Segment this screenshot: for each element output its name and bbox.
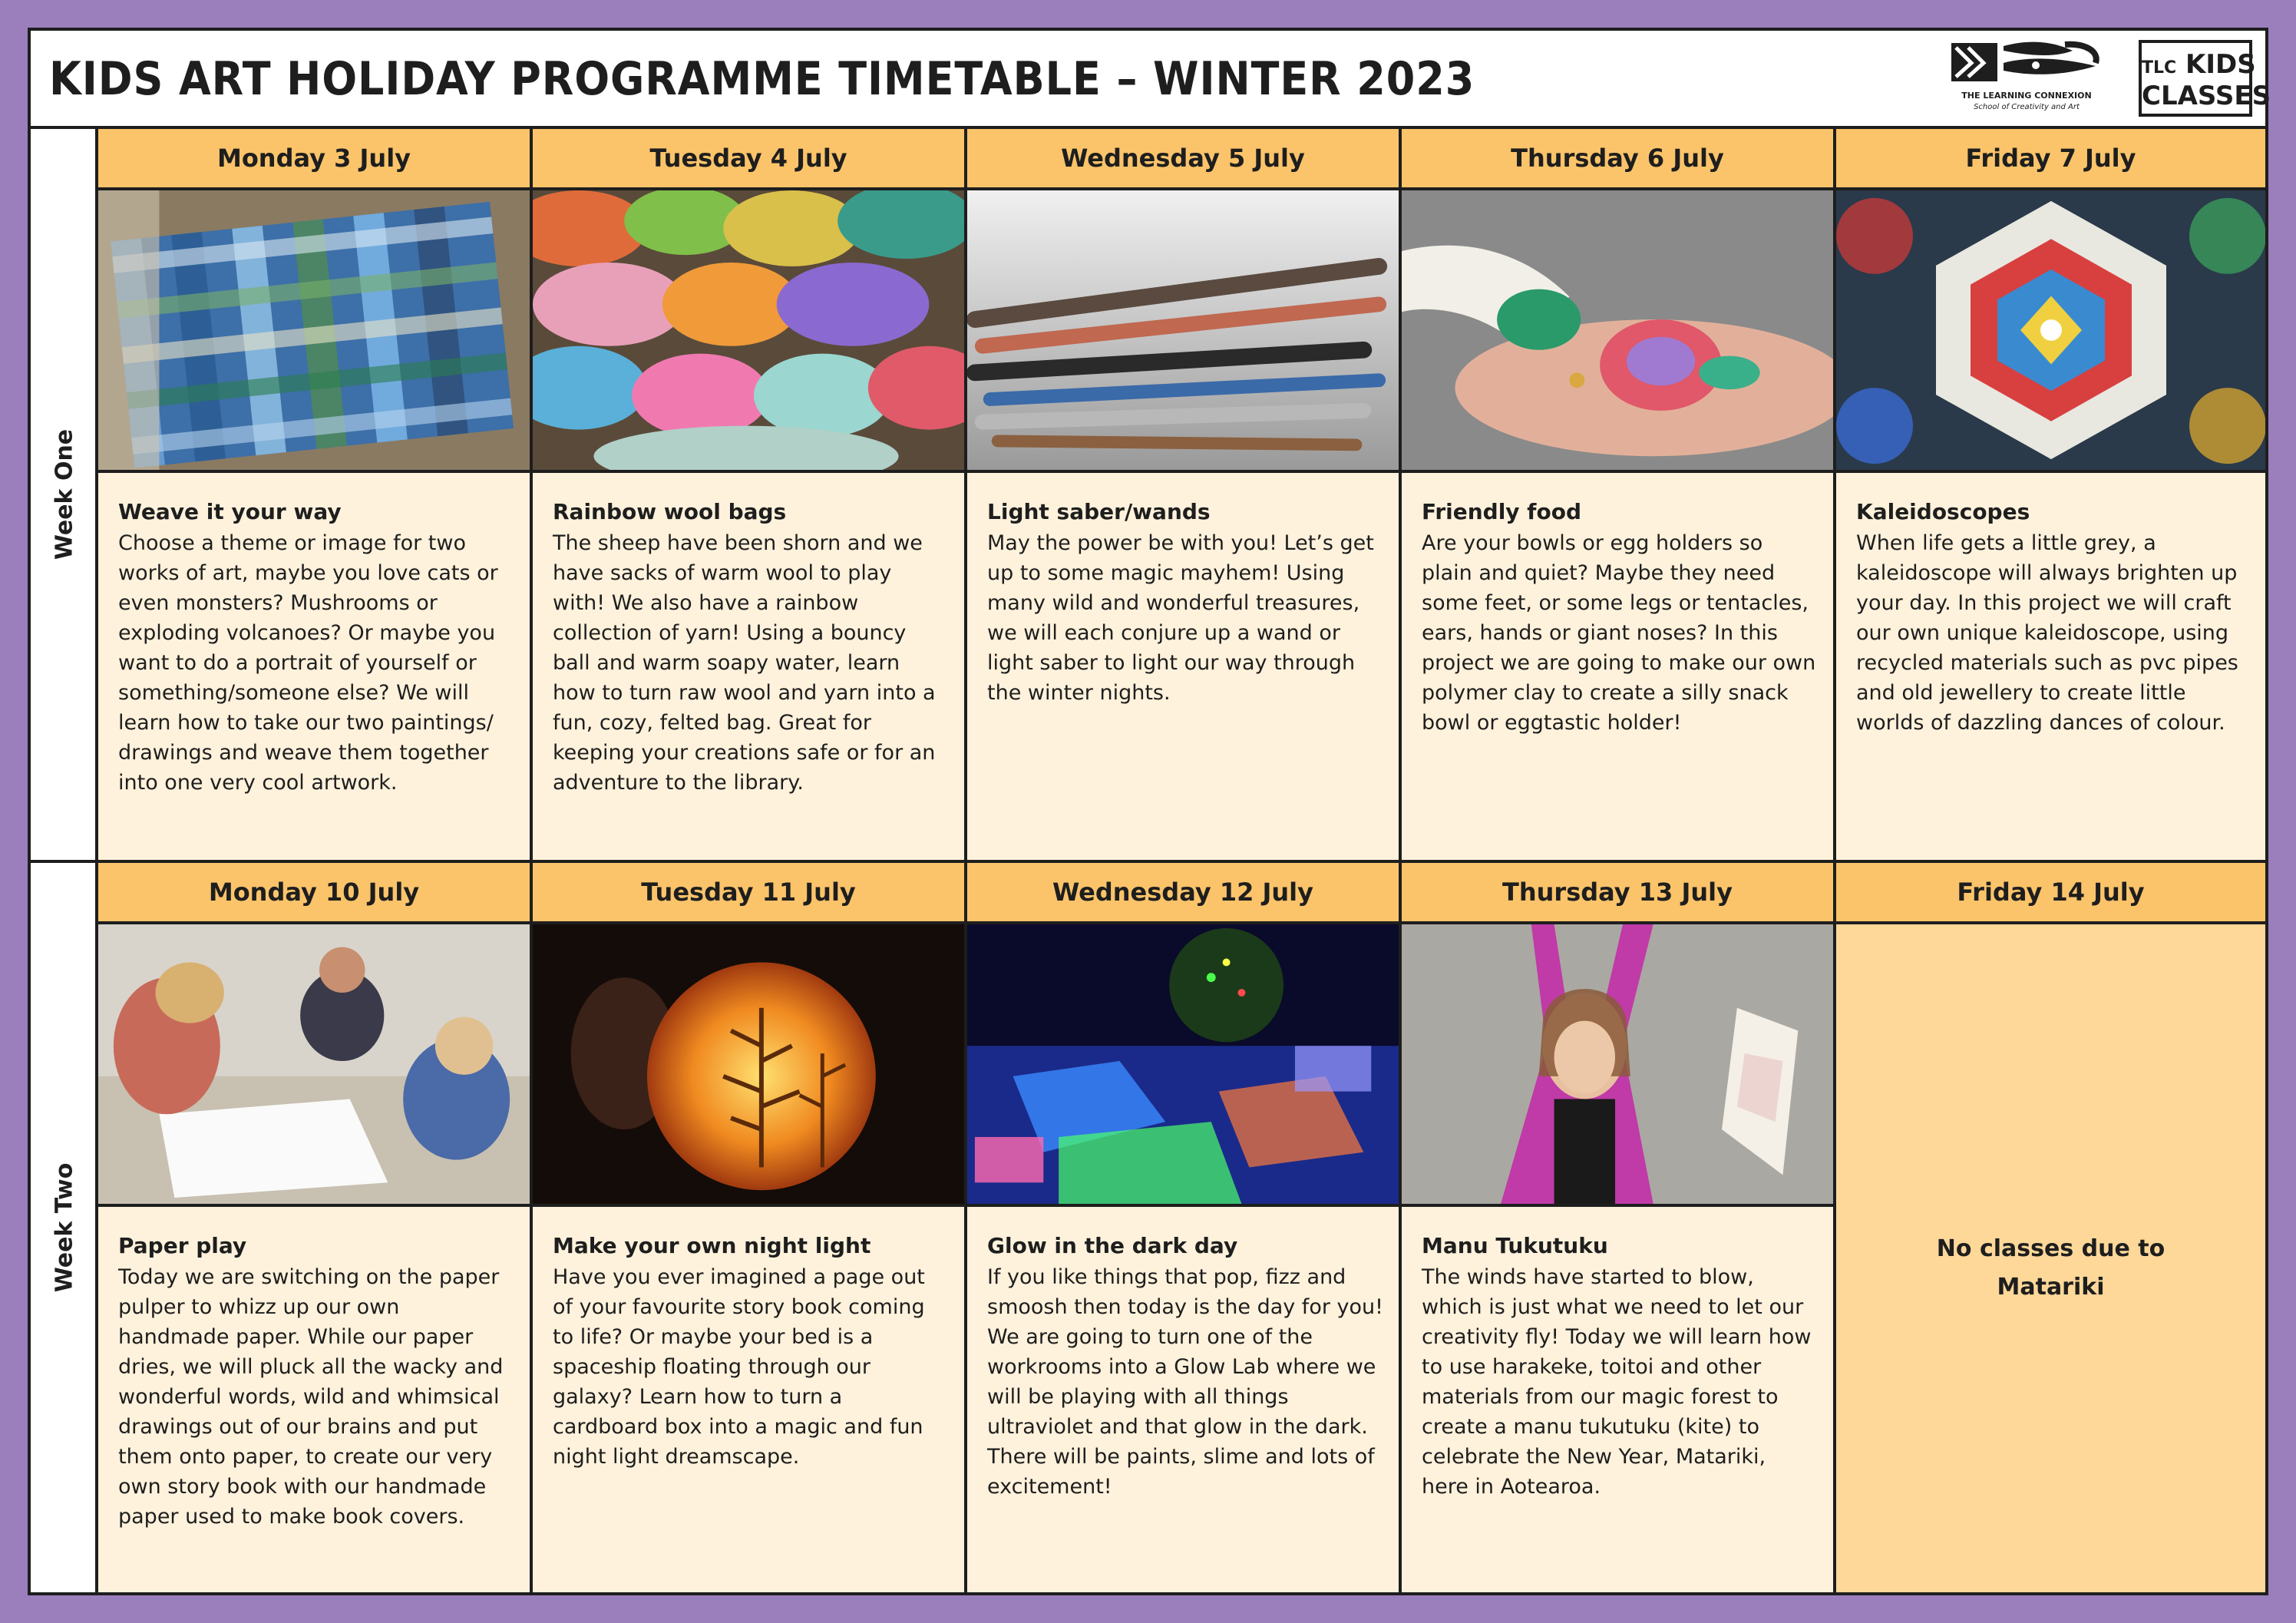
kids-logo-kids: KIDS bbox=[2185, 49, 2256, 80]
activity-title: Rainbow wool bags bbox=[553, 499, 787, 524]
day-header: Thursday 6 July bbox=[1402, 129, 1833, 190]
no-classes-line1: No classes due to bbox=[1936, 1235, 2166, 1262]
photo-polymer-clay-creatures bbox=[1402, 190, 1833, 473]
day-header: Wednesday 12 July bbox=[967, 863, 1399, 924]
activity-title: Light saber/wands bbox=[987, 499, 1211, 524]
day-cell-fri-7 bbox=[1836, 129, 2265, 860]
kids-logo-classes: CLASSES bbox=[2142, 81, 2271, 111]
activity-title: Glow in the dark day bbox=[987, 1233, 1238, 1258]
week-one-label bbox=[31, 129, 98, 860]
activity-description: The sheep have been shorn and we have sacks of warm wool to play with! We also have a rainbow collection of yarn! Using a bouncy ball and warm soapy water, learn how to turn raw wool and yarn into a fun, cozy, felted bag. Great for keeping your creations safe or for an adventure to the library. bbox=[553, 531, 936, 795]
day-header: Monday 10 July bbox=[98, 863, 530, 924]
learning-connexion-logo bbox=[1950, 40, 2103, 120]
activity-description: May the power be with you! Let’s get up to some magic mayhem! Using many wild and wonderful treasures, we will each conjure up a wand or light saber to light our way through the winter nights. bbox=[987, 531, 1374, 705]
activity-title: Paper play bbox=[118, 1233, 247, 1258]
activity-description: Choose a theme or image for two works of art, maybe you love cats or even monsters? Mushrooms or exploding volcanoes? Or maybe you want to do a portrait of yourself or something/someone else? We will learn how to take our two paintings/ drawings and weave them together into one very cool artwork. bbox=[118, 531, 498, 795]
week-two-label bbox=[31, 863, 98, 1592]
day-header: Friday 7 July bbox=[1836, 129, 2265, 190]
day-cell-tue-4 bbox=[533, 129, 967, 860]
activity-description: Have you ever imagined a page out of your favourite story book coming to life? Or maybe your bed is a spaceship floating through our galaxy? Learn how to turn a cardboard box into a magic and fun night light dreamscape. bbox=[553, 1265, 925, 1469]
tlc-subtitle: School of Creativity and Art bbox=[1974, 103, 2080, 111]
header bbox=[31, 31, 2271, 129]
week-label-text: Week Two bbox=[51, 1162, 78, 1293]
photo-kaleidoscope-pattern bbox=[1836, 190, 2265, 473]
photo-decorated-wands bbox=[967, 190, 1399, 473]
day-cell-fri-14 bbox=[1836, 863, 2265, 1592]
week-label-text: Week One bbox=[51, 428, 78, 560]
day-header: Thursday 13 July bbox=[1402, 863, 1833, 924]
kids-logo-tlc: TLC bbox=[2142, 58, 2177, 78]
tlc-emblem-icon bbox=[1950, 40, 2103, 88]
day-header: Wednesday 5 July bbox=[967, 129, 1399, 190]
activity-description: Today we are switching on the paper pulper to whizz up our own handmade paper. While our paper dries, we will pluck all the wacky and wonderful words, wild and whimsical drawings out of our brains and put them onto paper, to create our very own story book with our handmade paper used to make book covers. bbox=[118, 1265, 504, 1529]
activity-description: The winds have started to blow, which is just what we need to let our creativity fly! Today we will learn how to use harakeke, toitoi and other materials from our magic forest to create a manu tukutuku (kite) to celebrate the New Year, Matariki, here in Aotearoa. bbox=[1422, 1265, 1812, 1499]
no-classes-notice bbox=[1859, 1230, 2242, 1307]
activity-title: Weave it your way bbox=[118, 499, 342, 524]
activity-description: If you like things that pop, fizz and smoosh then today is the day for you! We are going to turn one of the workrooms into a Glow Lab where we will be playing with all things ultraviolet and that glow in the dark. There will be paints, slime and lots of excitement! bbox=[987, 1265, 1383, 1499]
day-header: Tuesday 11 July bbox=[533, 863, 964, 924]
timetable-frame bbox=[28, 28, 2271, 1595]
day-header: Friday 14 July bbox=[1836, 863, 2265, 924]
activity-description: Are your bowls or egg holders so plain and quiet? Maybe they need some feet, or some legs or tentacles, ears, hands or giant noses? In this project we are going to make our own polymer clay to create a silly snack bowl or eggtastic holder! bbox=[1422, 531, 1816, 735]
photo-woven-paper-artwork bbox=[98, 190, 530, 473]
day-cell-mon-10 bbox=[98, 863, 533, 1592]
day-header: Tuesday 4 July bbox=[533, 129, 964, 190]
photo-colourful-yarn-skeins bbox=[533, 190, 964, 473]
day-cell-thu-13 bbox=[1402, 863, 1836, 1592]
activity-title: Make your own night light bbox=[553, 1233, 871, 1258]
page-title: KIDS ART HOLIDAY PROGRAMME TIMETABLE – WINTER 2023 bbox=[49, 52, 1475, 106]
photo-glowing-paper-lantern bbox=[533, 924, 964, 1207]
day-header: Monday 3 July bbox=[98, 129, 530, 190]
activity-title: Manu Tukutuku bbox=[1422, 1233, 1608, 1258]
tlc-kids-classes-logo bbox=[2139, 40, 2271, 117]
day-cell-wed-5 bbox=[967, 129, 1402, 860]
day-cell-tue-11 bbox=[533, 863, 967, 1592]
photo-uv-glow-art bbox=[967, 924, 1399, 1207]
activity-title: Kaleidoscopes bbox=[1856, 499, 2030, 524]
photo-kids-drawing-at-table bbox=[98, 924, 530, 1207]
photo-child-with-kite bbox=[1402, 924, 1833, 1207]
activity-description: When life gets a little grey, a kaleidoscope will always brighten up your day. In this project we will craft our own unique kaleidoscope, using recycled materials such as pvc pipes and old jewellery to create little worlds of dazzling dances of colour. bbox=[1856, 531, 2238, 735]
day-cell-wed-12 bbox=[967, 863, 1402, 1592]
day-cell-thu-6 bbox=[1402, 129, 1836, 860]
no-classes-line2: Matariki bbox=[1997, 1274, 2105, 1301]
day-cell-mon-3 bbox=[98, 129, 533, 860]
activity-title: Friendly food bbox=[1422, 499, 1582, 524]
tlc-name: THE LEARNING CONNEXION bbox=[1961, 91, 2092, 101]
